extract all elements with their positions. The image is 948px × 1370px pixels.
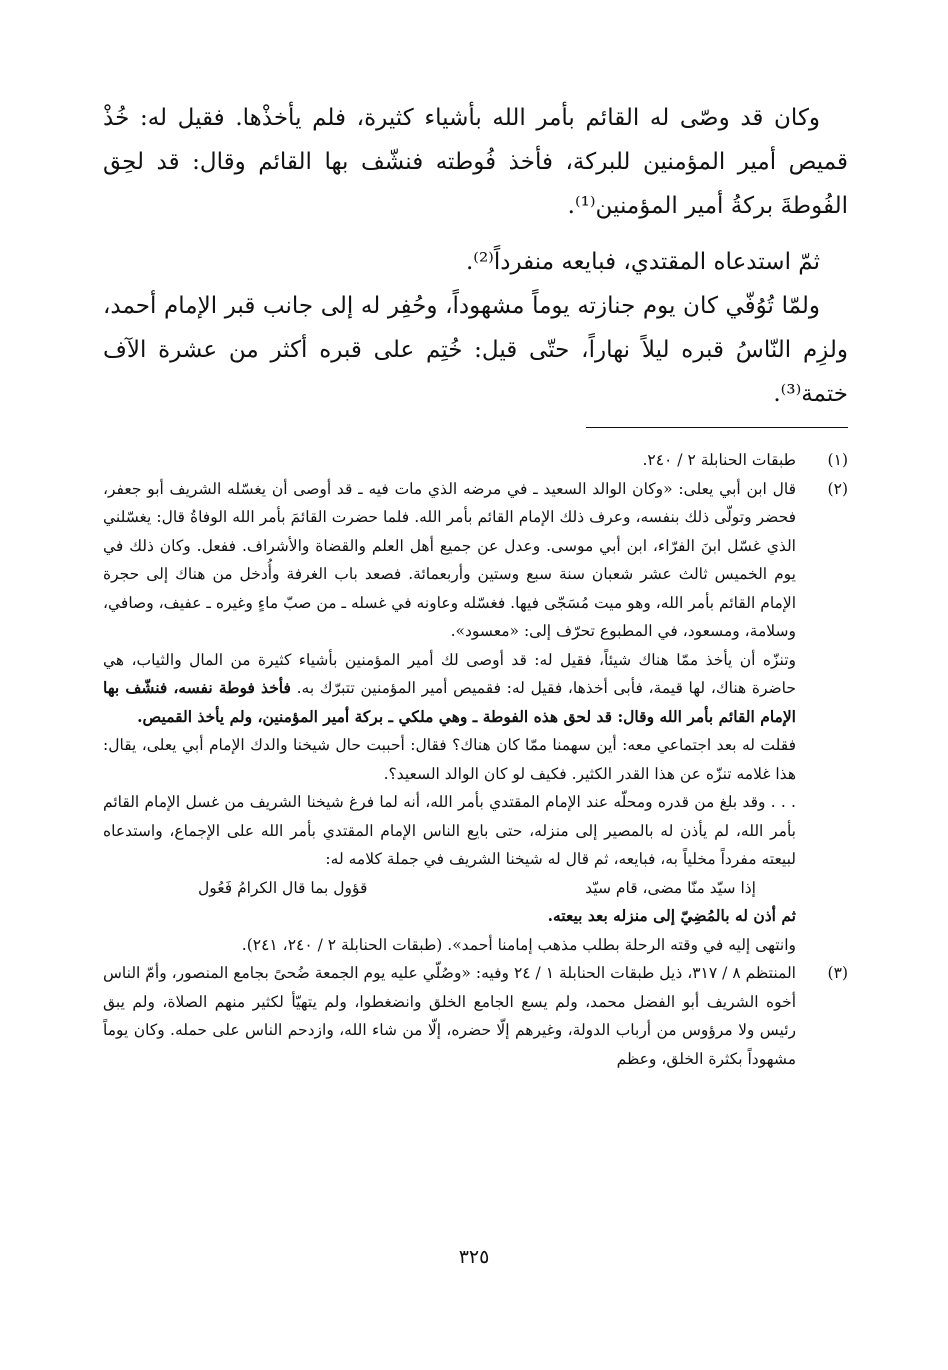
footnote-paragraph: . . . وقد بلغ من قدره ومحلّه عند الإمام المقتدي بأمر الله، أنه لما فرغ شيخنا الشريف من غسل الإمام القائم بأمر الله، لم يأذن له بالمصير إلى منزله، حتى بايع الناس الإمام المقتدي بأمر الله على الإجماع، واستدعاه لبيعته مفرداً مخلياً به، فبايعه، ثم قال له شيخنا الشريف في جملة كلامه له: xyxy=(103,793,796,868)
footnote-number: (٣) xyxy=(827,964,848,982)
main-paragraph: ثمّ استدعاه المقتدي، فبايعه منفرداً⁽²⁾. xyxy=(465,249,820,275)
footnote-text: طبقات الحنابلة ٢ / ٢٤٠. xyxy=(642,451,796,469)
footnote-paragraph: وانتهى إليه في وقته الرحلة بطلب مذهب إمامنا أحمد». (طبقات الحنابلة ٢ / ٢٤٠، ٢٤١). xyxy=(241,935,796,954)
verse-first-hemistich: إذا سيّد منّا مضى، قام سيّد xyxy=(585,878,756,897)
footnote-paragraph xyxy=(103,646,796,732)
footnote-paragraph: قال ابن أبي يعلى: «وكان الوالد السعيد ـ في مرضه الذي مات فيه ـ قد أوصى أن يغسّله الشريف أبو جعفر، فحضر وتولّى ذلك بنفسه، وعرف ذلك الإمام القائم بأمر الله. فلما حضرت القائمَ بأمر الله الوفاةُ قال: يغسّلني الذي غسّل ابنَ الفرّاء، ابن أبي موسى. وعدل عن جميع أهل العلم والقضاة والأشراف. ففعل. وكان ذلك في يوم الخميس ثالث عشر شعبان سنة سبع وستين وأربعمائة. فصعد باب الغرفة وأُدخل من هناك إلى حجرة الإمام القائم بأمر الله، وهو ميت مُسَجّى فيها. فغسّله وعاونه في غسله ـ من صبّ ماءٍ وغيره ـ عفيف، وصافي، وسلامة، ومسعود، في المطبوع تحرّف إلى: «معسود». xyxy=(103,479,796,640)
main-text xyxy=(103,96,848,416)
poem-verse xyxy=(103,874,796,903)
footnote-sentence: وتنزّه أن يأخذ ممّا هناك شيئاً، فقيل له: قد أوصى لك أمير المؤمنين بأشياء كثيرة من المال والثياب، هي حاضرة هناك، لها قيمة، فأبى أخذها، فقيل له: فقميص أمير المؤمنين تتبرّك به. xyxy=(103,650,796,697)
main-paragraph: ولمّا تُوُفّي كان يوم جنازته يوماً مشهوداً، وحُفِر له إلى جانب قبر الإمام أحمد، ولزِم النّاسُ قبره ليلاً نهاراً، حتّى قيل: خُتِم على قبره أكثر من عشرة الآف ختمة⁽³⁾. xyxy=(103,293,848,407)
footnote-3 xyxy=(103,959,848,1073)
page-number: ٣٢٥ xyxy=(458,1246,490,1268)
footnote-number: (١) xyxy=(827,451,848,469)
footnote-text: المنتظم ٨ / ٣١٧، ذيل طبقات الحنابلة ١ / ٢٤ وفيه: «وصُلّي عليه يوم الجمعة ضُحىً بجامع المنصور، وأمّ الناس أخوه الشريف أبو الفضل محمد، ولم يسع الجامع الخلق وانضغطوا، ولم يتهيّأ لكثير منهم الصلاة، ولم يبق رئيس ولا مرؤوس من أرباب الدولة، وغيرهم إلّا حضره، إلّا من شاء الله، وازدحم الناس على حمله. وكان يوماً مشهوداً بكثرة الخلق، وعظم xyxy=(103,964,796,1068)
footnote-number: (٢) xyxy=(827,479,848,498)
footnote-paragraph: فقلت له بعد اجتماعي معه: أين سهمنا ممّا كان هناك؟ فقال: أحببت حال شيخنا والدك الإمام أبي يعلى، يقال: هذا غلامه تنزّه عن هذا القدر الكثير. فكيف لو كان الوالد السعيد؟. xyxy=(103,736,796,783)
main-paragraph: وكان قد وصّى له القائم بأمر الله بأشياء كثيرة، فلم يأخذْها. فقيل له: خُذْ قميص أمير المؤمنين للبركة، فأخذ فُوطته فنشّف بها القائم وقال: قد لحِق الفُوطةَ بركةُ أمير المؤمنين⁽¹⁾. xyxy=(103,105,848,219)
footnote-separator xyxy=(586,427,848,428)
footnote-paragraph: ثم أذن له بالمُضِيّ إلى منزله بعد بيعته. xyxy=(547,906,796,925)
footnote-2 xyxy=(103,475,848,960)
footnotes xyxy=(103,446,848,1073)
verse-second-hemistich: قؤول بما قال الكرامُ فَعُول xyxy=(198,878,368,897)
footnote-bold-sentence: فأخذ فوطة نفسه، فنشّف بها الإمام القائم بأمر الله وقال: قد لحق هذه الفوطة ـ وهي ملكي ـ بركة أمير المؤمنين، ولم يأخذ القميص. xyxy=(103,678,796,726)
footnote-1 xyxy=(103,446,848,475)
